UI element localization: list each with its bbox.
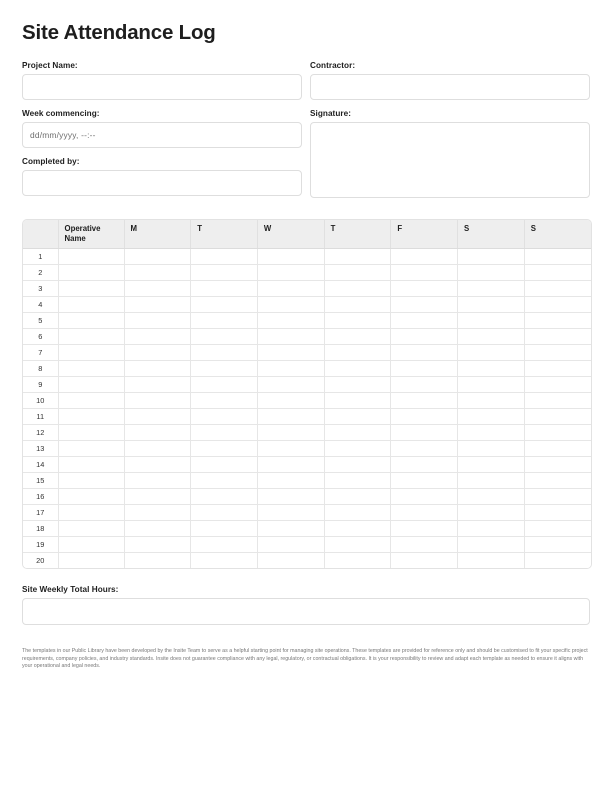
field-group-contractor (310, 60, 590, 100)
day-cell[interactable] (191, 505, 258, 521)
row-number-cell: 2 (23, 265, 58, 281)
day-cell[interactable] (191, 537, 258, 553)
row-number-cell: 11 (23, 409, 58, 425)
signature-input[interactable] (310, 122, 590, 198)
day-cell[interactable] (458, 457, 525, 473)
day-cell[interactable] (124, 265, 191, 281)
site-weekly-total-hours-label: Site Weekly Total Hours: (22, 585, 119, 594)
day-cell[interactable] (324, 329, 391, 345)
day-cell[interactable] (391, 457, 458, 473)
day-cell[interactable] (391, 409, 458, 425)
day-cell[interactable] (524, 553, 591, 569)
operative-name-cell[interactable] (58, 489, 124, 505)
operative-name-cell[interactable] (58, 377, 124, 393)
day-cell[interactable] (124, 297, 191, 313)
day-cell[interactable] (124, 361, 191, 377)
attendance-table (23, 220, 591, 568)
day-cell[interactable] (124, 489, 191, 505)
field-group-signature (310, 108, 590, 198)
row-number-cell: 13 (23, 441, 58, 457)
row-number-cell: 3 (23, 281, 58, 297)
row-number-cell: 19 (23, 537, 58, 553)
operative-name-cell[interactable] (58, 441, 124, 457)
table-row (23, 537, 591, 553)
operative-name-cell[interactable] (58, 281, 124, 297)
day-cell[interactable] (191, 329, 258, 345)
day-cell[interactable] (458, 249, 525, 265)
day-cell[interactable] (257, 265, 324, 281)
day-cell[interactable] (391, 265, 458, 281)
day-cell[interactable] (524, 505, 591, 521)
row-number-cell: 15 (23, 473, 58, 489)
day-cell[interactable] (257, 393, 324, 409)
day-cell[interactable] (257, 377, 324, 393)
day-cell[interactable] (391, 281, 458, 297)
day-cell[interactable] (257, 249, 324, 265)
day-cell[interactable] (124, 329, 191, 345)
day-cell[interactable] (257, 489, 324, 505)
day-cell[interactable] (458, 329, 525, 345)
day-cell[interactable] (191, 473, 258, 489)
day-cell[interactable] (191, 377, 258, 393)
day-cell[interactable] (324, 249, 391, 265)
operative-name-cell[interactable] (58, 505, 124, 521)
week-commencing-input[interactable]: dd/mm/yyyy, --:-- (22, 122, 302, 148)
day-cell[interactable] (324, 377, 391, 393)
day-cell[interactable] (391, 489, 458, 505)
day-cell[interactable] (391, 473, 458, 489)
day-cell[interactable] (458, 265, 525, 281)
day-cell[interactable] (324, 281, 391, 297)
day-cell[interactable] (391, 441, 458, 457)
day-cell[interactable] (257, 473, 324, 489)
day-cell[interactable] (257, 345, 324, 361)
day-cell[interactable] (257, 329, 324, 345)
table-header-t-3: T (191, 220, 258, 249)
day-cell[interactable] (191, 265, 258, 281)
project-name-input[interactable] (22, 74, 302, 100)
operative-name-cell[interactable] (58, 297, 124, 313)
day-cell[interactable] (324, 425, 391, 441)
site-weekly-total-hours-group (22, 584, 590, 625)
day-cell[interactable] (324, 345, 391, 361)
day-cell[interactable] (124, 473, 191, 489)
day-cell[interactable] (324, 409, 391, 425)
table-header-s-7: S (458, 220, 525, 249)
day-cell[interactable] (124, 281, 191, 297)
day-cell[interactable] (191, 457, 258, 473)
row-number-cell: 8 (23, 361, 58, 377)
day-cell[interactable] (124, 409, 191, 425)
day-cell[interactable] (257, 457, 324, 473)
row-number-cell: 9 (23, 377, 58, 393)
form-left-column (22, 60, 302, 204)
day-cell[interactable] (524, 393, 591, 409)
table-header-s-8: S (524, 220, 591, 249)
form-right-column (310, 60, 590, 206)
day-cell[interactable] (524, 425, 591, 441)
day-cell[interactable] (391, 361, 458, 377)
table-row (23, 409, 591, 425)
day-cell[interactable] (458, 489, 525, 505)
day-cell[interactable] (124, 393, 191, 409)
table-row (23, 249, 591, 265)
day-cell[interactable] (124, 377, 191, 393)
day-cell[interactable] (391, 313, 458, 329)
table-row (23, 393, 591, 409)
table-row (23, 489, 591, 505)
table-row (23, 313, 591, 329)
table-row (23, 345, 591, 361)
day-cell[interactable] (458, 377, 525, 393)
row-number-cell: 7 (23, 345, 58, 361)
day-cell[interactable] (458, 313, 525, 329)
day-cell[interactable] (524, 345, 591, 361)
day-cell[interactable] (391, 249, 458, 265)
operative-name-cell[interactable] (58, 521, 124, 537)
day-cell[interactable] (324, 313, 391, 329)
operative-name-cell[interactable] (58, 393, 124, 409)
table-header-operative-name-1: Operative Name (58, 220, 124, 249)
field-group-completed-by (22, 156, 302, 196)
day-cell[interactable] (257, 425, 324, 441)
table-row (23, 361, 591, 377)
day-cell[interactable] (124, 457, 191, 473)
day-cell[interactable] (458, 281, 525, 297)
day-cell[interactable] (458, 409, 525, 425)
site-weekly-total-hours-input[interactable] (22, 598, 590, 625)
operative-name-cell[interactable] (58, 537, 124, 553)
operative-name-cell[interactable] (58, 473, 124, 489)
day-cell[interactable] (524, 409, 591, 425)
table-row (23, 457, 591, 473)
day-cell[interactable] (391, 329, 458, 345)
day-cell[interactable] (324, 457, 391, 473)
row-number-cell: 6 (23, 329, 58, 345)
operative-name-cell[interactable] (58, 409, 124, 425)
table-header-rownum (23, 220, 58, 249)
table-row (23, 473, 591, 489)
operative-name-cell[interactable] (58, 345, 124, 361)
day-cell[interactable] (257, 521, 324, 537)
row-number-cell: 18 (23, 521, 58, 537)
day-cell[interactable] (191, 489, 258, 505)
day-cell[interactable] (458, 537, 525, 553)
table-header-row (23, 220, 591, 249)
signature-label: Signature: (310, 109, 351, 118)
day-cell[interactable] (391, 537, 458, 553)
table-row (23, 553, 591, 569)
day-cell[interactable] (324, 521, 391, 537)
table-row (23, 329, 591, 345)
day-cell[interactable] (458, 361, 525, 377)
day-cell[interactable] (257, 313, 324, 329)
page-title: Site Attendance Log (22, 21, 216, 44)
day-cell[interactable] (458, 345, 525, 361)
day-cell[interactable] (191, 297, 258, 313)
day-cell[interactable] (257, 297, 324, 313)
day-cell[interactable] (191, 393, 258, 409)
operative-name-cell[interactable] (58, 361, 124, 377)
day-cell[interactable] (124, 249, 191, 265)
operative-name-cell[interactable] (58, 329, 124, 345)
operative-name-cell[interactable] (58, 249, 124, 265)
day-cell[interactable] (524, 489, 591, 505)
completed-by-label: Completed by: (22, 157, 80, 166)
row-number-cell: 14 (23, 457, 58, 473)
day-cell[interactable] (124, 537, 191, 553)
table-row (23, 505, 591, 521)
day-cell[interactable] (257, 441, 324, 457)
day-cell[interactable] (257, 553, 324, 569)
day-cell[interactable] (524, 313, 591, 329)
table-row (23, 377, 591, 393)
day-cell[interactable] (391, 345, 458, 361)
table-row (23, 425, 591, 441)
day-cell[interactable] (324, 489, 391, 505)
day-cell[interactable] (124, 313, 191, 329)
day-cell[interactable] (324, 297, 391, 313)
day-cell[interactable] (391, 521, 458, 537)
day-cell[interactable] (191, 553, 258, 569)
table-header-m-2: M (124, 220, 191, 249)
week-commencing-label: Week commencing: (22, 109, 100, 118)
day-cell[interactable] (524, 441, 591, 457)
contractor-input[interactable] (310, 74, 590, 100)
day-cell[interactable] (458, 473, 525, 489)
attendance-table-container (22, 219, 592, 569)
project-name-label: Project Name: (22, 61, 78, 70)
day-cell[interactable] (524, 265, 591, 281)
operative-name-cell[interactable] (58, 313, 124, 329)
day-cell[interactable] (124, 425, 191, 441)
day-cell[interactable] (191, 313, 258, 329)
day-cell[interactable] (191, 345, 258, 361)
day-cell[interactable] (524, 457, 591, 473)
day-cell[interactable] (324, 553, 391, 569)
day-cell[interactable] (458, 393, 525, 409)
day-cell[interactable] (391, 393, 458, 409)
day-cell[interactable] (391, 505, 458, 521)
table-header-t-5: T (324, 220, 391, 249)
day-cell[interactable] (191, 409, 258, 425)
day-cell[interactable] (391, 553, 458, 569)
row-number-cell: 20 (23, 553, 58, 569)
day-cell[interactable] (391, 377, 458, 393)
contractor-label: Contractor: (310, 61, 356, 70)
day-cell[interactable] (324, 473, 391, 489)
day-cell[interactable] (524, 361, 591, 377)
day-cell[interactable] (324, 537, 391, 553)
row-number-cell: 5 (23, 313, 58, 329)
day-cell[interactable] (124, 505, 191, 521)
disclaimer-text: The templates in our Public Library have been developed by the Insite Team to serve as a helpful starting point for managing site operations. These templates are provided for reference only and should be customised to fit your specific project requirements, company policies, and industry standards. Insite does not guarantee compliance with any legal, regulatory, or contractual obligations. It is your responsibility to review and adapt each template as needed to ensure it aligns with your operational and legal needs. (22, 648, 588, 670)
day-cell[interactable] (191, 441, 258, 457)
day-cell[interactable] (257, 409, 324, 425)
operative-name-cell[interactable] (58, 553, 124, 569)
table-row (23, 265, 591, 281)
day-cell[interactable] (324, 505, 391, 521)
day-cell[interactable] (124, 441, 191, 457)
row-number-cell: 10 (23, 393, 58, 409)
table-header-f-6: F (391, 220, 458, 249)
day-cell[interactable] (191, 249, 258, 265)
operative-name-cell[interactable] (58, 265, 124, 281)
day-cell[interactable] (124, 521, 191, 537)
day-cell[interactable] (124, 553, 191, 569)
day-cell[interactable] (257, 281, 324, 297)
day-cell[interactable] (458, 425, 525, 441)
day-cell[interactable] (324, 265, 391, 281)
day-cell[interactable] (257, 505, 324, 521)
day-cell[interactable] (191, 425, 258, 441)
row-number-cell: 4 (23, 297, 58, 313)
day-cell[interactable] (524, 537, 591, 553)
row-number-cell: 1 (23, 249, 58, 265)
table-row (23, 281, 591, 297)
day-cell[interactable] (124, 345, 191, 361)
day-cell[interactable] (324, 393, 391, 409)
operative-name-cell[interactable] (58, 425, 124, 441)
day-cell[interactable] (458, 553, 525, 569)
day-cell[interactable] (324, 441, 391, 457)
day-cell[interactable] (191, 281, 258, 297)
field-group-project-name (22, 60, 302, 100)
day-cell[interactable] (524, 297, 591, 313)
day-cell[interactable] (458, 441, 525, 457)
day-cell[interactable] (191, 361, 258, 377)
table-row (23, 297, 591, 313)
table-row (23, 521, 591, 537)
day-cell[interactable] (524, 521, 591, 537)
operative-name-cell[interactable] (58, 457, 124, 473)
table-header-w-4: W (257, 220, 324, 249)
day-cell[interactable] (391, 425, 458, 441)
day-cell[interactable] (391, 297, 458, 313)
day-cell[interactable] (191, 521, 258, 537)
day-cell[interactable] (257, 361, 324, 377)
day-cell[interactable] (458, 297, 525, 313)
completed-by-input[interactable] (22, 170, 302, 196)
day-cell[interactable] (324, 361, 391, 377)
table-row (23, 441, 591, 457)
day-cell[interactable] (524, 329, 591, 345)
day-cell[interactable] (524, 377, 591, 393)
row-number-cell: 12 (23, 425, 58, 441)
row-number-cell: 17 (23, 505, 58, 521)
day-cell[interactable] (524, 249, 591, 265)
row-number-cell: 16 (23, 489, 58, 505)
day-cell[interactable] (524, 473, 591, 489)
attendance-table-body (23, 249, 591, 569)
day-cell[interactable] (257, 537, 324, 553)
day-cell[interactable] (458, 505, 525, 521)
field-group-week-commencing (22, 108, 302, 148)
attendance-table-head (23, 220, 591, 249)
day-cell[interactable] (524, 281, 591, 297)
day-cell[interactable] (458, 521, 525, 537)
